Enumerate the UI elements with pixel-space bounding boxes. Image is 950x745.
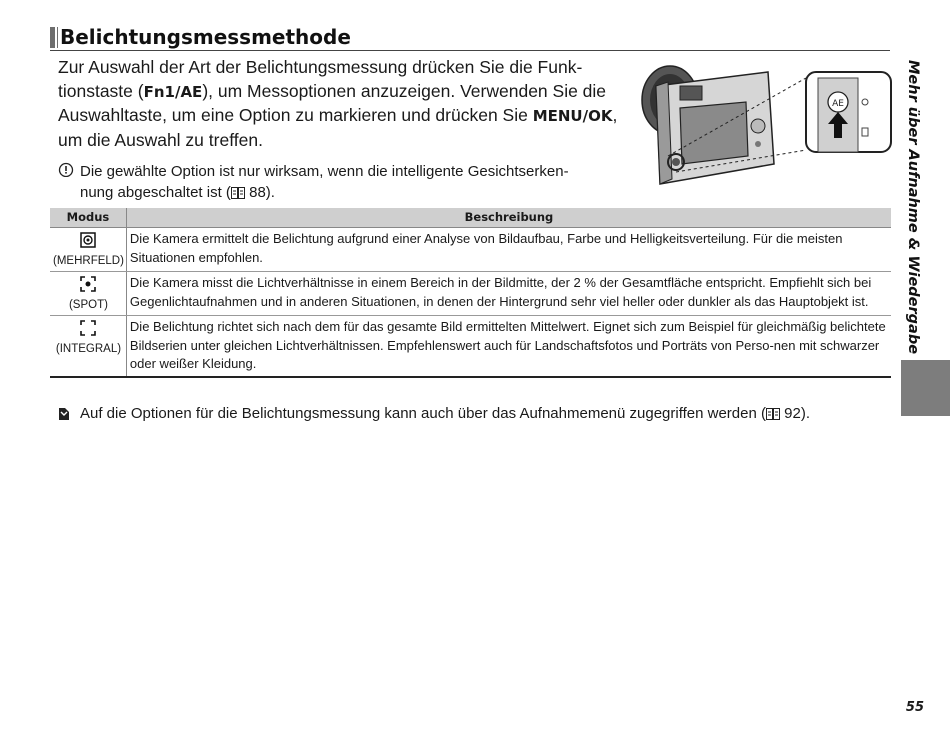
- fn1-key-label: Fn1/AE: [143, 82, 203, 101]
- description-cell: Die Belichtung richtet sich nach dem für das gesamte Bild ermittelten Mittelwert. Eignet sich zum Beispiel für gleichmäßig belichtete Bildserien unter gleichen Lichtverhältnissen. Empfehlenswert auch für Landschaftsfotos und Porträts von Perso-nen mit schwarzer oder weißer Kleidung.: [126, 316, 891, 377]
- spot-metering-icon: [53, 276, 124, 298]
- average-metering-icon: [53, 320, 124, 342]
- intro-line: tionstaste (: [58, 80, 144, 101]
- tip-icon: [58, 406, 72, 427]
- mode-label: (SPOT): [68, 299, 108, 311]
- metering-mode-table: [50, 208, 891, 378]
- multi-metering-icon: [53, 232, 124, 254]
- mode-label: (INTEGRAL): [55, 343, 122, 355]
- mode-cell: [50, 228, 126, 272]
- caution-text: Die gewählte Option ist nur wirksam, wenn die intelligente Gesichtserken-: [80, 163, 569, 180]
- tip-text: Auf die Optionen für die Belichtungsmessung kann auch über das Aufnahmemenü zugegriffen werden (: [80, 405, 766, 422]
- tip-note: [58, 403, 888, 426]
- intro-line: ), um Messoptionen anzuzeigen. Verwenden Sie die: [202, 80, 607, 101]
- column-header-mode: Modus: [50, 208, 126, 228]
- chapter-side-label: [900, 60, 924, 360]
- book-icon: [231, 184, 245, 205]
- section-heading: [50, 24, 890, 51]
- page-title: Belichtungsmessmethode: [60, 25, 351, 49]
- ae-button-label: AE: [832, 99, 844, 109]
- menu-ok-key-label: MENU/OK: [532, 107, 613, 125]
- camera-illustration: [628, 64, 893, 194]
- page-number: 55: [905, 700, 924, 715]
- description-cell: Die Kamera ermittelt die Belichtung aufgrund einer Analyse von Bildaufbau, Farbe und Helligkeitsverteilung. Für die meisten Situationen empfohlen.: [126, 228, 891, 272]
- description-cell: Die Kamera misst die Lichtverhältnisse in einem Bereich in der Bildmitte, der 2 % der Gesamtfläche entspricht. Empfiehlt sich bei Gegenlichtaufnahmen und in anderen Situationen, in denen der Hintergrund sehr viel heller oder dunkler als das Hauptobjekt ist.: [126, 272, 891, 316]
- intro-line: Zur Auswahl der Art der Belichtungsmessung drücken Sie die Funk-: [58, 57, 583, 77]
- caution-icon: [58, 161, 76, 183]
- mode-cell: [50, 272, 126, 316]
- intro-line: um die Auswahl zu treffen.: [58, 129, 263, 150]
- table-row: [50, 272, 891, 316]
- mode-cell: [50, 316, 126, 377]
- caution-text: 88).: [244, 184, 275, 201]
- caution-note: [58, 161, 618, 205]
- table-header-row: [50, 208, 891, 228]
- book-icon: [766, 405, 780, 426]
- heading-bar: [50, 27, 55, 48]
- intro-paragraph: [58, 56, 618, 152]
- column-header-description: Beschreibung: [126, 208, 891, 228]
- caution-text: nung abgeschaltet ist (: [80, 184, 231, 201]
- intro-line: Auswahltaste, um eine Option zu markieren und drücken Sie: [58, 105, 533, 125]
- chapter-tab-marker: [901, 360, 950, 416]
- mode-label: (MEHRFELD): [53, 255, 124, 267]
- chapter-title: Mehr über Aufnahme & Wiedergabe: [905, 60, 921, 355]
- table-row: [50, 228, 891, 272]
- table-row: [50, 316, 891, 377]
- heading-bar-thin: [57, 27, 58, 48]
- intro-line: ,: [612, 105, 618, 125]
- tip-text: 92).: [780, 405, 811, 422]
